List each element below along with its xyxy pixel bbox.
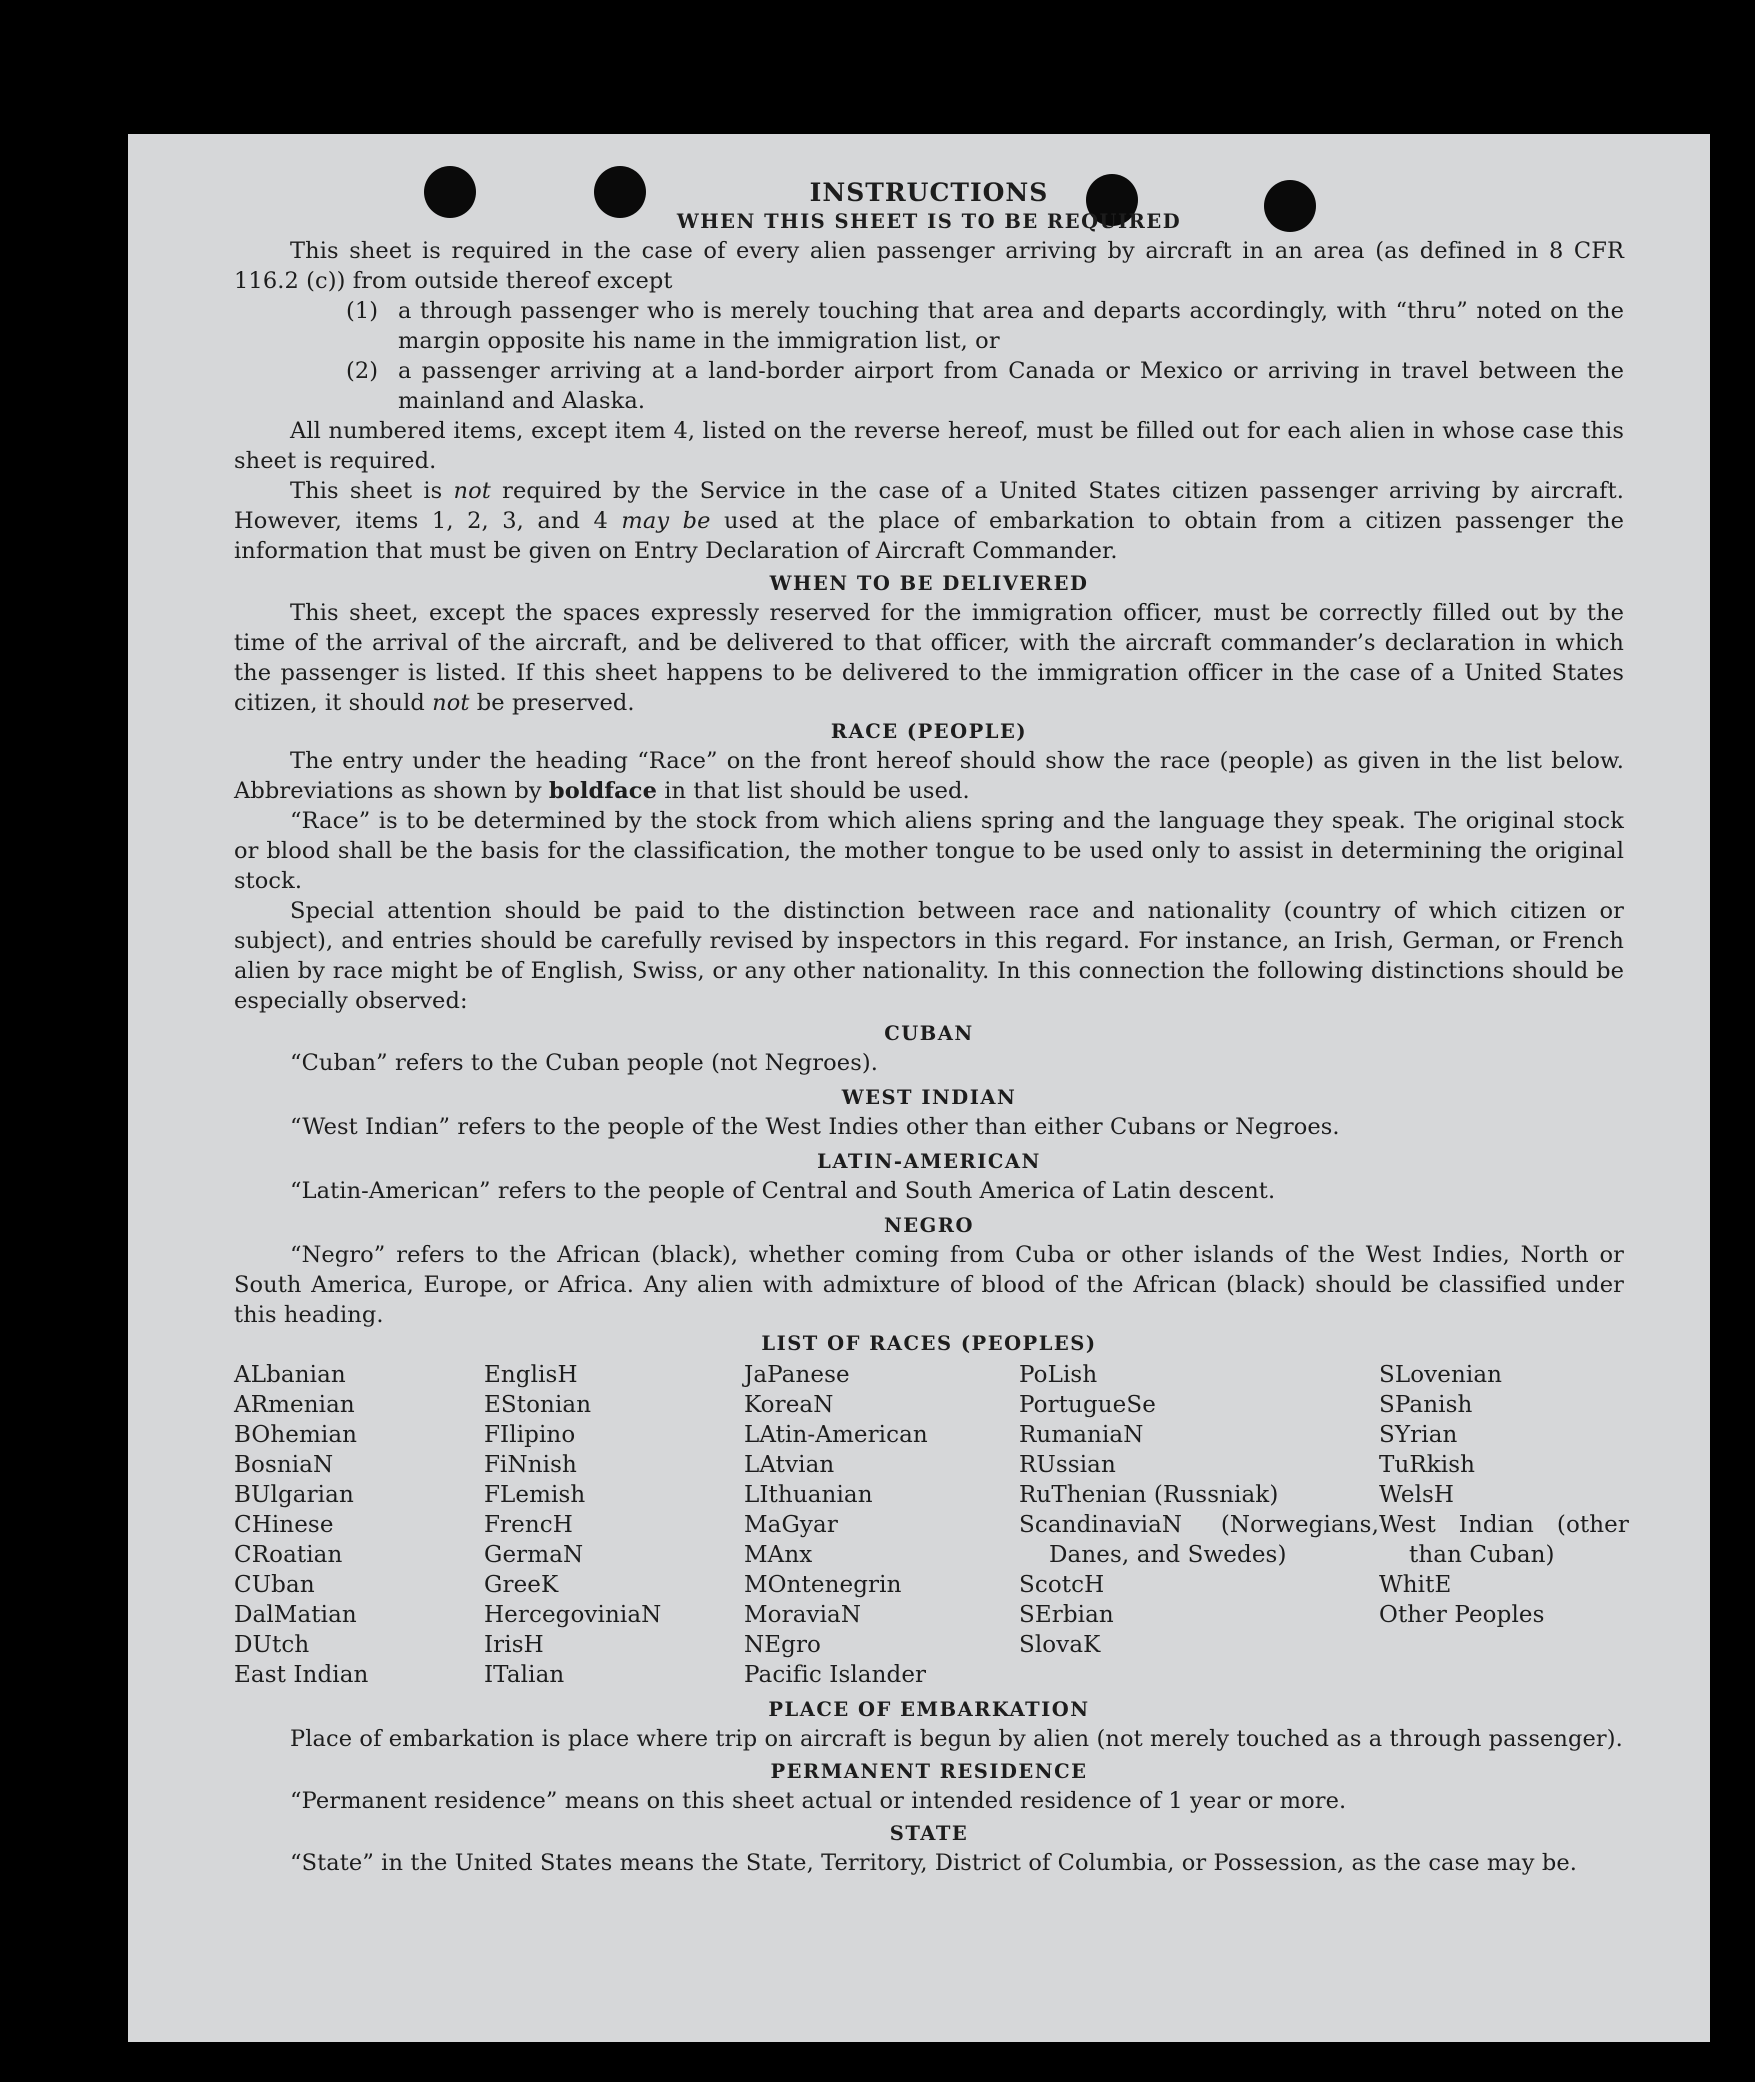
- section-heading-west-indian: WEST INDIAN: [841, 1086, 1017, 1109]
- cuban-definition: “Cuban” refers to the Cuban people (not Negroes).: [290, 1050, 878, 1076]
- citizen-paragraph: [234, 476, 1624, 566]
- race-entry: GermaN: [484, 1542, 584, 1568]
- race-entry: CUban: [234, 1572, 315, 1598]
- race-entry: NEgro: [744, 1632, 821, 1658]
- race-entry: SErbian: [1019, 1602, 1114, 1628]
- citizen-text: used at the place of embarkation to obtain from a citizen passenger the information that must be given on Entry Declaration of Aircraft Commander.: [234, 508, 1625, 564]
- race-text: in that list should be used.: [656, 778, 970, 804]
- race-paragraph: [234, 746, 1624, 806]
- race-entry: SPanish: [1379, 1392, 1473, 1418]
- race-entry: SlovaK: [1019, 1632, 1101, 1658]
- citizen-text: This sheet is: [290, 478, 454, 504]
- race-entry: GreeK: [484, 1572, 559, 1598]
- race-entry: MoraviaN: [744, 1602, 862, 1628]
- race-entry: Pacific Islander: [744, 1662, 927, 1688]
- permanent-residence-definition: “Permanent residence” means on this sheet actual or intended residence of 1 year or more.: [290, 1788, 1347, 1814]
- race-column: [1379, 1360, 1629, 1690]
- race-entry: FrencH: [484, 1512, 573, 1538]
- exception-item: [234, 356, 1624, 416]
- instruction-sheet: [128, 134, 1710, 2042]
- west-indian-definition: “West Indian” refers to the people of the West Indies other than either Cubans or Negroes.: [290, 1114, 1340, 1140]
- section-heading-state: STATE: [889, 1822, 969, 1845]
- delivered-text-not: not: [432, 690, 470, 716]
- race-entry: Other Peoples: [1379, 1602, 1545, 1628]
- race-column: [744, 1360, 1019, 1690]
- when-required-intro: This sheet is required in the case of every alien passenger arriving by aircraft in an area (as defined in 8 CFR 116.2 (c)) from outside thereof except: [234, 238, 1624, 294]
- section-heading-when-required: WHEN THIS SHEET IS TO BE REQUIRED: [676, 210, 1182, 233]
- race-entry: RUssian: [1019, 1452, 1116, 1478]
- race-entry: RumaniaN: [1019, 1422, 1144, 1448]
- race-entry: PortugueSe: [1019, 1392, 1156, 1418]
- race-entry: PoLish: [1019, 1362, 1098, 1388]
- page-title: INSTRUCTIONS: [809, 178, 1049, 207]
- citizen-text-may-be: may be: [621, 508, 711, 534]
- list-of-races: [234, 1360, 1629, 1690]
- race-entry: DUtch: [234, 1632, 310, 1658]
- negro-definition: “Negro” refers to the African (black), whether coming from Cuba or other islands of the West Indies, North or South America, Europe, or Africa. Any alien with admixture of blood of the African (black) should be classified under this heading.: [234, 1242, 1624, 1328]
- race-entry: CHinese: [234, 1512, 334, 1538]
- race-entry: WhitE: [1379, 1572, 1452, 1598]
- race-entry: CRoatian: [234, 1542, 343, 1568]
- race-entry: FiNnish: [484, 1452, 577, 1478]
- delivered-text: be preserved.: [469, 690, 635, 716]
- race-entry: EnglisH: [484, 1362, 578, 1388]
- race-entry: RuThenian (Russniak): [1019, 1482, 1279, 1508]
- latin-american-definition: “Latin-American” refers to the people of Central and South America of Latin descent.: [290, 1178, 1276, 1204]
- race-column: [484, 1360, 744, 1690]
- race-entry: IrisH: [484, 1632, 544, 1658]
- race-entry: FIlipino: [484, 1422, 576, 1448]
- race-entry: MOntenegrin: [744, 1572, 902, 1598]
- race-entry: SYrian: [1379, 1422, 1458, 1448]
- section-heading-negro: NEGRO: [883, 1214, 975, 1237]
- race-entry: ITalian: [484, 1662, 565, 1688]
- race-column: [234, 1360, 484, 1690]
- exception-number: (2): [346, 358, 379, 384]
- race-text-boldface: boldface: [548, 778, 657, 804]
- section-heading-cuban: CUBAN: [884, 1022, 974, 1045]
- race-paragraph: Special attention should be paid to the distinction between race and nationality (country of which citizen or subject), and entries should be carefully revised by inspectors in this regard. For instance, an Irish, German, or French alien by race might be of English, Swiss, or any other nationality. In this connection the following distinctions should be especially observed:: [234, 898, 1624, 1014]
- race-entry: WelsH: [1379, 1482, 1455, 1508]
- race-entry: BosniaN: [234, 1452, 334, 1478]
- race-text: The entry under the heading “Race” on the front hereof should show the race (people) as given in the list below. Abbreviations as shown by: [234, 748, 1624, 804]
- numbered-items-paragraph: All numbered items, except item 4, listed on the reverse hereof, must be filled out for each alien in whose case this sheet is required.: [234, 418, 1624, 474]
- citizen-text: required by the Service in the case of a United States citizen passenger arriving by aircraft. However, items 1, 2, 3, and 4: [234, 478, 1624, 534]
- race-entry: LAtvian: [744, 1452, 835, 1478]
- section-heading-race: RACE (PEOPLE): [830, 720, 1028, 743]
- exception-text: a through passenger who is merely touching that area and departs accordingly, with “thru” noted on the margin opposite his name in the immigration list, or: [398, 298, 1624, 354]
- race-entry: West Indian (other than Cuban): [1379, 1512, 1629, 1568]
- race-entry: TuRkish: [1379, 1452, 1476, 1478]
- exception-item: [234, 296, 1624, 356]
- section-heading-place-of-embarkation: PLACE OF EMBARKATION: [768, 1698, 1090, 1721]
- exception-number: (1): [346, 298, 379, 324]
- race-entry: MaGyar: [744, 1512, 838, 1538]
- race-entry: FLemish: [484, 1482, 586, 1508]
- race-entry: ScandinaviaN (Norwegians, Danes, and Swedes): [1019, 1512, 1379, 1568]
- state-definition: “State” in the United States means the State, Territory, District of Columbia, or Possession, as the case may be.: [290, 1850, 1578, 1876]
- citizen-text-not: not: [453, 478, 491, 504]
- race-entry: BOhemian: [234, 1422, 358, 1448]
- delivered-text: This sheet, except the spaces expressly reserved for the immigration officer, must be correctly filled out by the time of the arrival of the aircraft, and be delivered to that officer, with the aircraft commander’s declaration in which the passenger is listed. If this sheet happens to be delivered to the immigration officer in the case of a United States citizen, it should: [234, 600, 1624, 716]
- section-heading-list-of-races: LIST OF RACES (PEOPLES): [761, 1332, 1097, 1355]
- race-entry: East Indian: [234, 1662, 369, 1688]
- race-entry: LIthuanian: [744, 1482, 873, 1508]
- instructions-body: [234, 178, 1629, 1878]
- race-entry: ScotcH: [1019, 1572, 1105, 1598]
- section-heading-latin-american: LATIN-AMERICAN: [817, 1150, 1041, 1173]
- race-entry: SLovenian: [1379, 1362, 1503, 1388]
- place-of-embarkation-definition: Place of embarkation is place where trip on aircraft is begun by alien (not merely touched as a through passenger).: [290, 1726, 1623, 1752]
- race-entry: KoreaN: [744, 1392, 834, 1418]
- race-entry: ALbanian: [234, 1362, 346, 1388]
- race-entry: JaPanese: [744, 1362, 850, 1388]
- when-delivered-paragraph: [234, 598, 1624, 718]
- race-entry: DalMatian: [234, 1602, 357, 1628]
- section-heading-permanent-residence: PERMANENT RESIDENCE: [770, 1760, 1088, 1783]
- race-entry: LAtin-American: [744, 1422, 928, 1448]
- section-heading-when-delivered: WHEN TO BE DELIVERED: [769, 572, 1089, 595]
- race-entry: ARmenian: [234, 1392, 355, 1418]
- race-column: [1019, 1360, 1379, 1690]
- race-entry: HercegoviniaN: [484, 1602, 662, 1628]
- race-entry: EStonian: [484, 1392, 592, 1418]
- race-entry: MAnx: [744, 1542, 813, 1568]
- race-paragraph: “Race” is to be determined by the stock from which aliens spring and the language they speak. The original stock or blood shall be the basis for the classification, the mother tongue to be used only to assist in determining the original stock.: [234, 808, 1624, 894]
- race-entry: BUlgarian: [234, 1482, 354, 1508]
- exception-text: a passenger arriving at a land-border airport from Canada or Mexico or arriving in travel between the mainland and Alaska.: [398, 358, 1624, 414]
